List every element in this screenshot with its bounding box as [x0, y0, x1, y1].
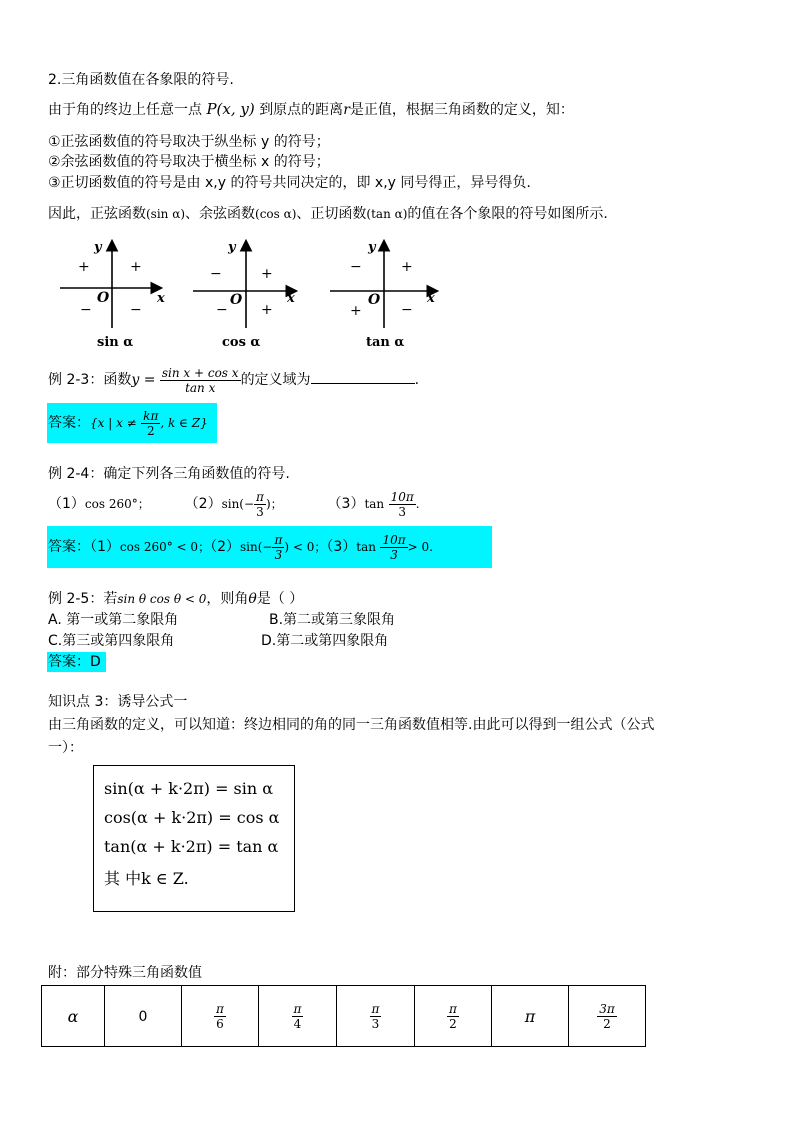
quadrant-3-sign: +	[350, 303, 362, 319]
table-cell	[492, 986, 569, 1047]
quadrant-2-sign: +	[78, 259, 90, 275]
ex24-item-3-b: .	[415, 497, 420, 511]
alpha-symbol: α	[67, 1006, 79, 1026]
summary-p4: 的值在各个象限的符号如图所示.	[407, 206, 608, 222]
ex24-item-2-denominator: 3	[256, 504, 264, 519]
quadrant-1-sign: +	[130, 259, 142, 275]
formula-sin: sin(α + k·2π) = sin α	[104, 779, 274, 798]
section-title: 2.三角函数值在各象限的符号.	[48, 72, 234, 88]
ex24-answer-1: cos 260° < 0；	[119, 540, 211, 554]
ex25-post: 是（ ）	[256, 591, 304, 607]
kp3-line-2: 一）：	[48, 740, 83, 756]
x-axis-label: x	[157, 291, 165, 306]
summary-p3: 、正切函数	[296, 206, 367, 222]
angle-numerator: π	[449, 1001, 457, 1016]
cos-sign-diagram	[193, 240, 295, 350]
ex23-answer-label: 答案：	[48, 415, 90, 431]
ex25-option-a: A. 第一或第二象限角	[48, 612, 179, 628]
ex23-answer	[48, 403, 208, 443]
ex24-item-3-denominator: 3	[398, 504, 407, 519]
ex25-option-c: C.第三或第四象限角	[48, 633, 175, 649]
ex24-item-2-b: )；	[265, 497, 283, 511]
summary-tan: (tan α)	[366, 207, 408, 221]
table-cell	[182, 986, 259, 1047]
quadrant-sign-diagrams	[50, 236, 450, 356]
ex24-answer-3-denominator: 3	[390, 547, 398, 562]
angle-fraction	[597, 1002, 617, 1031]
ex23-numerator: sin x + cos x	[161, 365, 239, 380]
formula-tan: tan(α + k·2π) = tan α	[104, 837, 279, 856]
table-cell	[569, 986, 646, 1047]
origin-label: O	[97, 290, 110, 306]
angle-numerator: π	[216, 1001, 224, 1016]
x-axis-label: x	[287, 291, 295, 306]
rule-1: ①正弦函数值的符号取决于纵坐标 y 的符号；	[48, 134, 330, 150]
angle-numerator: π	[293, 1001, 302, 1016]
ex23-answer-fraction	[141, 409, 160, 438]
ex23-answer-denominator: 2	[146, 423, 155, 438]
angle-numerator: π	[371, 1001, 380, 1016]
example-2-3	[48, 362, 419, 398]
ex23-answer-numerator: kπ	[143, 408, 159, 423]
value-pi: π	[524, 1006, 536, 1026]
ex24-answer-2-a: sin(−	[240, 540, 273, 554]
y-axis-label: y	[368, 240, 376, 255]
ex23-answer-close: , k ∈ Z}	[160, 416, 208, 430]
origin-label: O	[368, 292, 381, 308]
ex24-answer	[48, 527, 433, 567]
intro-pre: 由于角的终边上任意一点	[48, 102, 202, 118]
ex23-answer-open: {x | x ≠	[90, 416, 137, 430]
table-cell	[105, 986, 182, 1047]
summary-p2: 、余弦函数	[185, 206, 256, 222]
summary-cos: (cos α)	[255, 207, 297, 221]
table-cell	[337, 986, 415, 1047]
quadrant-3-sign: −	[80, 302, 92, 318]
intro-r: r	[343, 102, 350, 118]
ex24-item-3-index: （3）	[327, 496, 365, 512]
ex24-answer-2-index: （2）	[210, 539, 240, 555]
sin-sign-diagram	[60, 240, 165, 350]
ex23-post: 的定义域为	[240, 372, 311, 388]
ex24-item-3-a: tan	[364, 497, 385, 511]
angle-denominator: 6	[216, 1016, 224, 1031]
ex24-answer-1-index: （1）	[90, 539, 120, 555]
table-row	[42, 986, 646, 1047]
appendix-title: 附：部分特殊三角函数值	[48, 965, 202, 981]
ex24-answer-3-index: （3）	[326, 539, 357, 555]
kp3-line-1: 由三角函数的定义，可以知道：终边相同的角的同一三角函数值相等.由此可以得到一组公式（公式	[48, 717, 655, 733]
summary-sin: (sin α)	[146, 207, 186, 221]
intro-post: 是正值，根据三角函数的定义，知：	[349, 102, 574, 118]
formula-condition: 其 中k ∈ Z.	[104, 869, 189, 888]
kp3-title: 知识点 3：诱导公式一	[48, 694, 188, 710]
x-axis-label: x	[427, 291, 435, 306]
table-cell	[259, 986, 337, 1047]
ex23-label: 例 2-3：函数	[48, 372, 132, 388]
ex24-item-3-fraction	[389, 490, 416, 519]
cos-caption: cos α	[222, 335, 261, 350]
rule-3: ③正切函数值的符号是由 x,y 的符号共同决定的，即 x,y 同号得正，异号得负.	[48, 175, 531, 191]
angle-denominator: 3	[371, 1016, 380, 1031]
ex25-pre: 例 2-5：若	[48, 591, 118, 607]
quadrant-4-sign: −	[130, 302, 142, 318]
quadrant-2-sign: −	[350, 259, 362, 275]
value-zero: 0	[138, 1008, 148, 1025]
ex24-answer-label: 答案：	[48, 539, 90, 555]
angle-fraction	[447, 1002, 459, 1031]
ex25-question	[48, 589, 303, 609]
summary-p1: 因此，正弦函数	[48, 206, 146, 222]
ex25-mid: ，则角	[206, 591, 249, 607]
intro-line	[48, 99, 574, 120]
angle-denominator: 4	[293, 1016, 302, 1031]
ex24-title: 例 2-4：确定下列各三角函数值的符号.	[48, 466, 290, 482]
y-axis-label: y	[228, 240, 236, 255]
tan-caption: tan α	[366, 335, 405, 350]
ex23-answer-blank	[311, 369, 415, 384]
table-cell	[415, 986, 492, 1047]
formula-box	[93, 765, 295, 912]
ex23-denominator: tan x	[185, 380, 216, 395]
ex24-item-2-a: sin(−	[221, 497, 255, 511]
angle-numerator: 3π	[599, 1001, 615, 1016]
intro-mid: 到原点的距离	[259, 102, 344, 118]
angle-fraction	[292, 1002, 304, 1031]
angle-denominator: 2	[603, 1016, 611, 1031]
tan-sign-diagram	[330, 240, 436, 350]
ex25-answer: 答案：D	[48, 654, 101, 670]
angle-denominator: 2	[449, 1016, 457, 1031]
angle-fraction	[214, 1002, 226, 1031]
ex24-item-2-numerator: π	[256, 489, 264, 504]
quadrant-1-sign: +	[261, 266, 273, 282]
summary-line	[48, 204, 608, 224]
ex24-answer-3-a: tan	[356, 540, 377, 554]
ex24-item-1-index: （1）	[48, 496, 85, 512]
ex23-lhs: y =	[131, 372, 156, 388]
table-header-alpha	[42, 986, 105, 1047]
ex24-item-1: cos 260°；	[84, 497, 150, 511]
quadrant-2-sign: −	[210, 266, 222, 282]
ex24-answer-2-numerator: π	[274, 532, 283, 547]
ex25-option-b: B.第二或第三象限角	[269, 612, 396, 628]
formula-cos: cos(α + k·2π) = cos α	[104, 808, 280, 827]
ex25-option-d: D.第二或第四象限角	[261, 633, 389, 649]
quadrant-3-sign: −	[216, 302, 228, 318]
ex24-answer-3-fraction	[380, 533, 407, 562]
ex24-item-3-numerator: 10π	[390, 489, 414, 504]
origin-label: O	[230, 292, 243, 308]
ex24-answer-3-numerator: 10π	[382, 532, 406, 547]
ex24-answer-3-b: > 0.	[407, 540, 433, 554]
ex24-answer-2-denominator: 3	[274, 547, 283, 562]
y-axis-label: y	[94, 240, 102, 255]
quadrant-4-sign: +	[261, 302, 273, 318]
ex24-item-2-fraction	[254, 490, 266, 519]
ex24-answer-2-fraction	[272, 533, 284, 562]
ex23-end: .	[414, 372, 420, 388]
ex25-theta: θ	[248, 591, 257, 607]
sin-caption: sin α	[97, 335, 134, 350]
ex24-answer-2-b: ) < 0；	[284, 540, 327, 554]
ex24-item-2-index: （2）	[184, 496, 222, 512]
intro-point: P(x, y)	[206, 100, 255, 118]
angle-fraction	[370, 1002, 382, 1031]
quadrant-1-sign: +	[401, 259, 413, 275]
quadrant-4-sign: −	[401, 302, 413, 318]
ex25-expr: sin θ cos θ < 0	[117, 592, 207, 606]
ex23-fraction	[160, 366, 241, 395]
rule-2: ②余弦函数值的符号取决于横坐标 x 的符号；	[48, 154, 330, 170]
ex24-items	[48, 486, 420, 522]
special-values-table	[41, 985, 646, 1047]
